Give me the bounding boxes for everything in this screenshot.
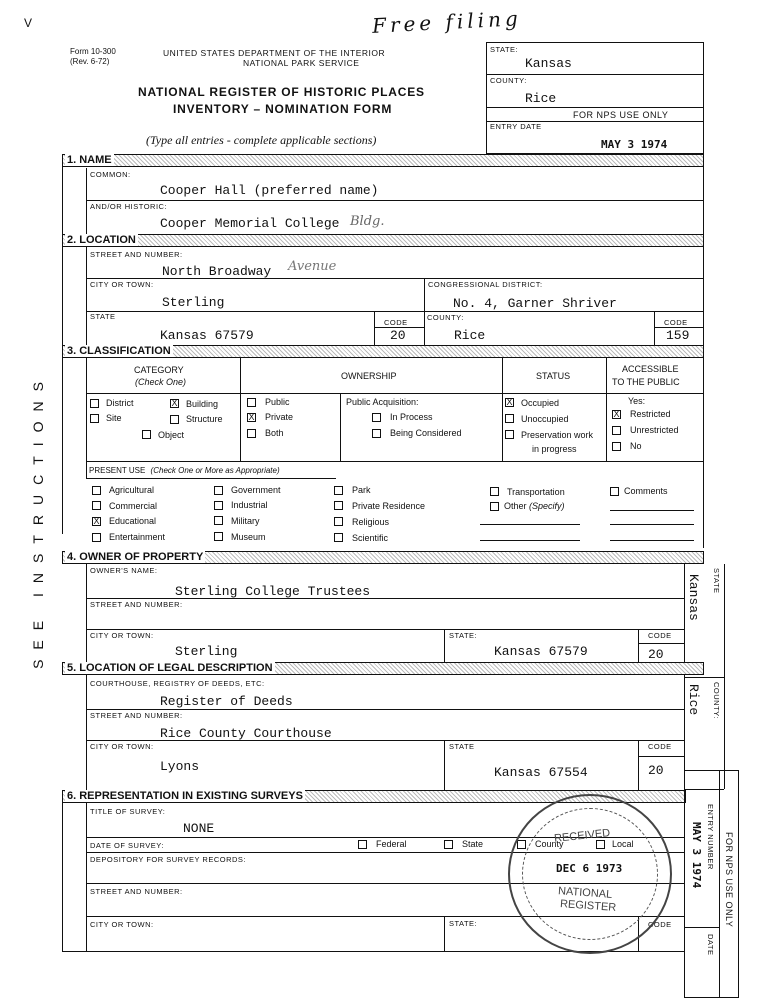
city-label: CITY OR TOWN: bbox=[90, 280, 154, 289]
section-2-title: 2. LOCATION bbox=[67, 234, 136, 246]
label-yes: Yes: bbox=[628, 396, 646, 406]
legal-code: 20 bbox=[648, 763, 664, 778]
check-one: (Check One) bbox=[135, 377, 187, 387]
label-educational: Educational bbox=[109, 516, 157, 526]
header-county: Rice bbox=[525, 91, 557, 106]
county-label: COUNTY: bbox=[427, 313, 464, 322]
checkbox-entertainment[interactable] bbox=[92, 533, 101, 542]
checkbox-educational[interactable]: X bbox=[93, 516, 100, 526]
checkbox-building[interactable]: X bbox=[171, 398, 178, 408]
entry-date-stamp: MAY 3 1974 bbox=[601, 138, 668, 151]
county-code-label: CODE bbox=[664, 318, 688, 327]
side-state: Kansas bbox=[686, 574, 701, 621]
side-instructions: SEE INSTRUCTIONS bbox=[30, 372, 46, 669]
depository-label: DEPOSITORY FOR SURVEY RECORDS: bbox=[90, 855, 247, 864]
owner-name: Sterling College Trustees bbox=[175, 584, 371, 599]
label-unoccupied: Unoccupied bbox=[521, 414, 569, 424]
checkbox-private-residence[interactable] bbox=[334, 501, 343, 510]
accessible-header-2: TO THE PUBLIC bbox=[612, 377, 680, 387]
category-header: CATEGORY bbox=[134, 365, 184, 375]
legal-city: Lyons bbox=[160, 759, 200, 774]
checkbox-museum[interactable] bbox=[214, 532, 223, 541]
section-3-header bbox=[62, 345, 704, 358]
owner-label: OWNER'S NAME: bbox=[90, 566, 158, 575]
label-unrestricted: Unrestricted bbox=[630, 425, 679, 435]
checkbox-commercial[interactable] bbox=[92, 501, 101, 510]
label-building: Building bbox=[186, 399, 219, 409]
header-county-label: COUNTY: bbox=[490, 76, 527, 85]
label-restricted: Restricted bbox=[630, 409, 671, 419]
stamp-national: NATIONAL bbox=[557, 885, 613, 901]
courthouse: Register of Deeds bbox=[160, 694, 293, 709]
survey-title: NONE bbox=[183, 821, 215, 836]
state-code-label: CODE bbox=[384, 318, 408, 327]
checkbox-comments[interactable] bbox=[610, 487, 619, 496]
checkbox-unrestricted[interactable] bbox=[612, 426, 621, 435]
congressional-label: CONGRESSIONAL DISTRICT: bbox=[428, 280, 543, 289]
label-federal: Federal bbox=[376, 839, 407, 849]
owner-code-label: CODE bbox=[648, 631, 672, 640]
owner-city: Sterling bbox=[175, 644, 238, 659]
owner-code: 20 bbox=[648, 647, 664, 662]
historic-label: AND/OR HISTORIC: bbox=[90, 202, 168, 211]
section-1-header bbox=[62, 154, 704, 167]
form-number: Form 10-300 bbox=[70, 47, 116, 56]
label-district: District bbox=[106, 398, 134, 408]
section-1-title: 1. NAME bbox=[67, 154, 112, 166]
owner-state-zip: Kansas 67579 bbox=[494, 644, 588, 659]
public-acquisition-label: Public Acquisition: bbox=[346, 397, 419, 407]
legal-street: Rice County Courthouse bbox=[160, 726, 332, 741]
checkbox-religious[interactable] bbox=[334, 517, 343, 526]
label-public: Public bbox=[265, 397, 290, 407]
label-structure: Structure bbox=[186, 414, 223, 424]
label-scientific: Scientific bbox=[352, 533, 389, 543]
nps-use-only: FOR NPS USE ONLY bbox=[573, 110, 669, 120]
section-4-header bbox=[62, 551, 704, 564]
checkbox-unoccupied[interactable] bbox=[505, 414, 514, 423]
label-preservation: Preservation work bbox=[521, 430, 594, 440]
street-handwritten: Avenue bbox=[288, 259, 337, 274]
section-4-title: 4. OWNER OF PROPERTY bbox=[67, 551, 204, 563]
accessible-header-1: ACCESSIBLE bbox=[622, 364, 679, 374]
label-county: County bbox=[535, 839, 564, 849]
survey-city-label: CITY OR TOWN: bbox=[90, 920, 154, 929]
checkbox-park[interactable] bbox=[334, 486, 343, 495]
checkbox-site[interactable] bbox=[90, 414, 99, 423]
status-header: STATUS bbox=[536, 371, 571, 381]
label-entertainment: Entertainment bbox=[109, 532, 166, 542]
checkbox-both[interactable] bbox=[247, 429, 256, 438]
survey-code-label: CODE bbox=[648, 920, 672, 929]
street-address: North Broadway bbox=[162, 264, 272, 279]
checkbox-private[interactable]: X bbox=[248, 412, 255, 422]
legal-city-label: CITY OR TOWN: bbox=[90, 742, 154, 751]
present-use-label bbox=[89, 466, 280, 475]
section-3-title: 3. CLASSIFICATION bbox=[67, 345, 171, 357]
side-date-label: DATE bbox=[706, 934, 715, 956]
label-both: Both bbox=[265, 428, 284, 438]
side-county: Rice bbox=[686, 684, 701, 716]
stamp-received: RECEIVED bbox=[553, 827, 611, 845]
present-use-note: (Check One or More as Appropriate) bbox=[150, 466, 280, 475]
survey-date-label: DATE OF SURVEY: bbox=[90, 841, 164, 850]
checkbox-other[interactable] bbox=[490, 502, 499, 511]
service: NATIONAL PARK SERVICE bbox=[243, 58, 360, 68]
label-in-process: In Process bbox=[390, 412, 433, 422]
checkbox-restricted[interactable]: X bbox=[613, 409, 620, 419]
side-nps-use-only: FOR NPS USE ONLY bbox=[724, 832, 734, 928]
label-object: Object bbox=[158, 430, 185, 440]
label-military: Military bbox=[231, 516, 260, 526]
historic-name: Cooper Memorial College bbox=[160, 216, 340, 231]
form-title-2: INVENTORY – NOMINATION FORM bbox=[173, 102, 393, 116]
stamp-register: REGISTER bbox=[559, 898, 617, 914]
entry-date-label: ENTRY DATE bbox=[490, 122, 542, 131]
legal-code-label: CODE bbox=[648, 742, 672, 751]
label-state: State bbox=[462, 839, 484, 849]
present-use-title: PRESENT USE bbox=[89, 466, 146, 475]
legal-street-label: STREET AND NUMBER: bbox=[90, 711, 183, 720]
side-county-label: COUNTY: bbox=[712, 682, 721, 719]
label-religious: Religious bbox=[352, 517, 390, 527]
survey-title-label: TITLE OF SURVEY: bbox=[90, 807, 166, 816]
courthouse-label: COURTHOUSE, REGISTRY OF DEEDS, ETC: bbox=[90, 679, 265, 688]
state-zip: Kansas 67579 bbox=[160, 328, 254, 343]
label-other-text: Other bbox=[504, 501, 527, 511]
checkbox-public[interactable] bbox=[247, 398, 256, 407]
legal-state-zip: Kansas 67554 bbox=[494, 765, 588, 780]
state-label: STATE bbox=[90, 312, 116, 321]
corner-mark: V bbox=[24, 16, 33, 30]
checkbox-being-considered[interactable] bbox=[372, 429, 381, 438]
label-no: No bbox=[630, 441, 642, 451]
checkbox-federal[interactable] bbox=[358, 840, 367, 849]
common-label: COMMON: bbox=[90, 170, 131, 179]
department: UNITED STATES DEPARTMENT OF THE INTERIOR bbox=[163, 48, 386, 58]
historic-handwritten: Bldg. bbox=[350, 214, 385, 229]
ownership-header: OWNERSHIP bbox=[341, 371, 397, 381]
label-in-progress: in progress bbox=[532, 444, 577, 454]
label-industrial: Industrial bbox=[231, 500, 268, 510]
survey-state-label: STATE: bbox=[449, 919, 478, 928]
legal-state-label: STATE bbox=[449, 742, 475, 751]
section-6-title: 6. REPRESENTATION IN EXISTING SURVEYS bbox=[67, 790, 303, 802]
form-revision: (Rev. 6-72) bbox=[70, 57, 110, 66]
state-county-box bbox=[486, 42, 704, 154]
stamp-date: DEC 6 1973 bbox=[556, 862, 623, 875]
checkbox-district[interactable] bbox=[90, 399, 99, 408]
owner-street-label: STREET AND NUMBER: bbox=[90, 600, 183, 609]
side-entry-number: ENTRY NUMBER bbox=[706, 804, 715, 870]
checkbox-industrial[interactable] bbox=[214, 501, 223, 510]
checkbox-military[interactable] bbox=[214, 516, 223, 525]
form-title-1: NATIONAL REGISTER OF HISTORIC PLACES bbox=[138, 85, 425, 99]
owner-state-label: STATE: bbox=[449, 631, 478, 640]
header-state-label: STATE: bbox=[490, 45, 519, 54]
label-other bbox=[504, 501, 565, 511]
checkbox-object[interactable] bbox=[142, 430, 151, 439]
checkbox-preservation[interactable] bbox=[505, 430, 514, 439]
survey-street-label: STREET AND NUMBER: bbox=[90, 887, 183, 896]
checkbox-no[interactable] bbox=[612, 442, 621, 451]
common-name: Cooper Hall (preferred name) bbox=[160, 183, 379, 198]
label-transportation: Transportation bbox=[507, 487, 565, 497]
checkbox-agricultural[interactable] bbox=[92, 486, 101, 495]
label-local: Local bbox=[612, 839, 634, 849]
received-stamp bbox=[508, 794, 672, 954]
state-code: 20 bbox=[390, 328, 406, 343]
checkbox-government[interactable] bbox=[214, 486, 223, 495]
label-occupied: Occupied bbox=[521, 398, 560, 408]
checkbox-state[interactable] bbox=[444, 840, 453, 849]
header-state: Kansas bbox=[525, 56, 572, 71]
label-site: Site bbox=[106, 413, 122, 423]
county: Rice bbox=[454, 328, 486, 343]
checkbox-scientific[interactable] bbox=[334, 533, 343, 542]
handwritten-note: Free filing bbox=[371, 6, 523, 38]
checkbox-structure[interactable] bbox=[170, 415, 179, 424]
side-entry-date-stamp: MAY 3 1974 bbox=[690, 822, 703, 889]
instructions-note: (Type all entries - complete applicable sections) bbox=[146, 133, 377, 147]
label-comments: Comments bbox=[624, 486, 668, 496]
section-2-header bbox=[62, 234, 704, 247]
section-5-title: 5. LOCATION OF LEGAL DESCRIPTION bbox=[67, 662, 273, 674]
label-agricultural: Agricultural bbox=[109, 485, 155, 495]
label-museum: Museum bbox=[231, 532, 266, 542]
checkbox-occupied[interactable]: X bbox=[506, 397, 513, 407]
label-being-considered: Being Considered bbox=[390, 428, 462, 438]
side-state-label: STATE bbox=[712, 568, 721, 594]
county-code: 159 bbox=[666, 328, 690, 343]
congressional-district: No. 4, Garner Shriver bbox=[453, 296, 617, 311]
label-specify: (Specify) bbox=[529, 501, 565, 511]
city: Sterling bbox=[162, 295, 225, 310]
label-private-residence: Private Residence bbox=[352, 501, 426, 511]
label-park: Park bbox=[352, 485, 371, 495]
checkbox-in-process[interactable] bbox=[372, 413, 381, 422]
section-5-header bbox=[62, 662, 704, 675]
street-label: STREET AND NUMBER: bbox=[90, 250, 183, 259]
checkbox-transportation[interactable] bbox=[490, 487, 499, 496]
label-private: Private bbox=[265, 412, 294, 422]
label-government: Government bbox=[231, 485, 281, 495]
owner-city-label: CITY OR TOWN: bbox=[90, 631, 154, 640]
label-commercial: Commercial bbox=[109, 501, 158, 511]
